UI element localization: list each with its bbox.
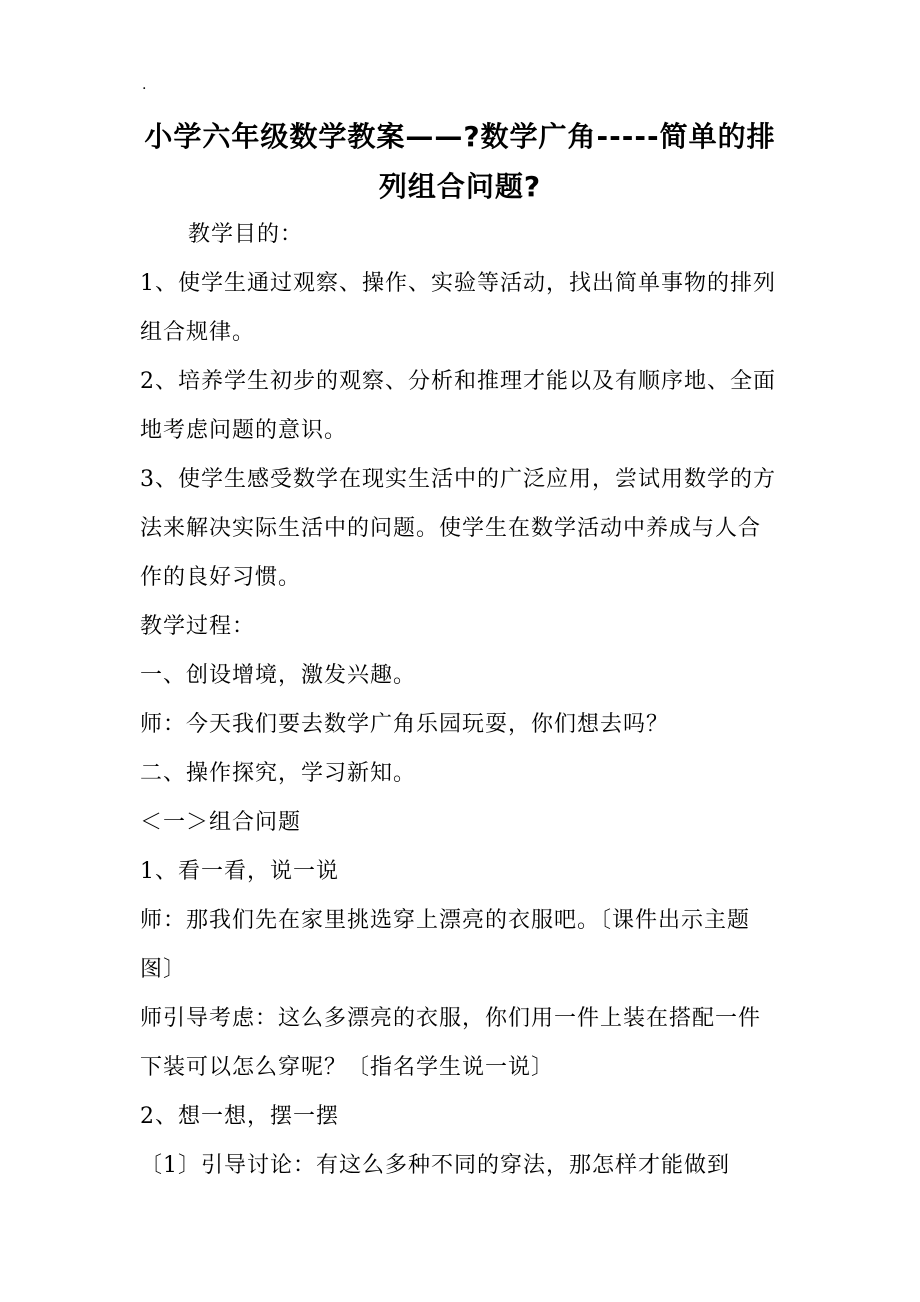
paragraph-teacher-line-1: 师：今天我们要去数学广角乐园玩耍，你们想去吗？ <box>140 712 670 737</box>
paragraph-teacher-line-2: 师：那我们先在家里挑选穿上漂亮的衣服吧。〔课件出示主题图〕 <box>140 908 751 982</box>
paragraph-section-1: 一、创设增境，激发兴趣。 <box>140 663 417 688</box>
paragraph-step-1: 1、看一看，说一说 <box>140 859 339 884</box>
paragraph-objective-3: 3、使学生感受数学在现实生活中的广泛应用，尝试用数学的方法来解决实际生活中的问题。使学生在数学活动中养成与人合作的良好习惯。 <box>140 467 776 590</box>
paragraph-objectives-heading: 教学目的： <box>188 222 304 247</box>
paragraph-objective-2: 2、培养学生初步的观察、分析和推理才能以及有顺序地、全面地考虑问题的意识。 <box>140 369 776 443</box>
page-mark: . <box>142 77 147 93</box>
paragraph-teacher-guidance: 师引导考虑：这么多漂亮的衣服，你们用一件上装在搭配一件下装可以怎么穿呢？〔指名学生说一说〕 <box>140 1006 762 1080</box>
paragraph-section-2: 二、操作探究，学习新知。 <box>140 761 417 786</box>
paragraph-discussion: 〔1〕引导讨论：有这么多种不同的穿法，那怎样才能做到 <box>140 1153 730 1178</box>
document-body <box>140 210 780 1190</box>
paragraph-subsection-1: ＜一＞组合问题 <box>140 810 302 835</box>
paragraph-process-heading: 教学过程： <box>140 614 256 639</box>
document-title: 小学六年级数学教案——?数学广角-----简单的排列组合问题? <box>144 120 776 203</box>
paragraph-objective-1: 1、使学生通过观察、操作、实验等活动，找出简单事物的排列组合规律。 <box>140 271 776 345</box>
paragraph-step-2: 2、想一想，摆一摆 <box>140 1104 339 1129</box>
